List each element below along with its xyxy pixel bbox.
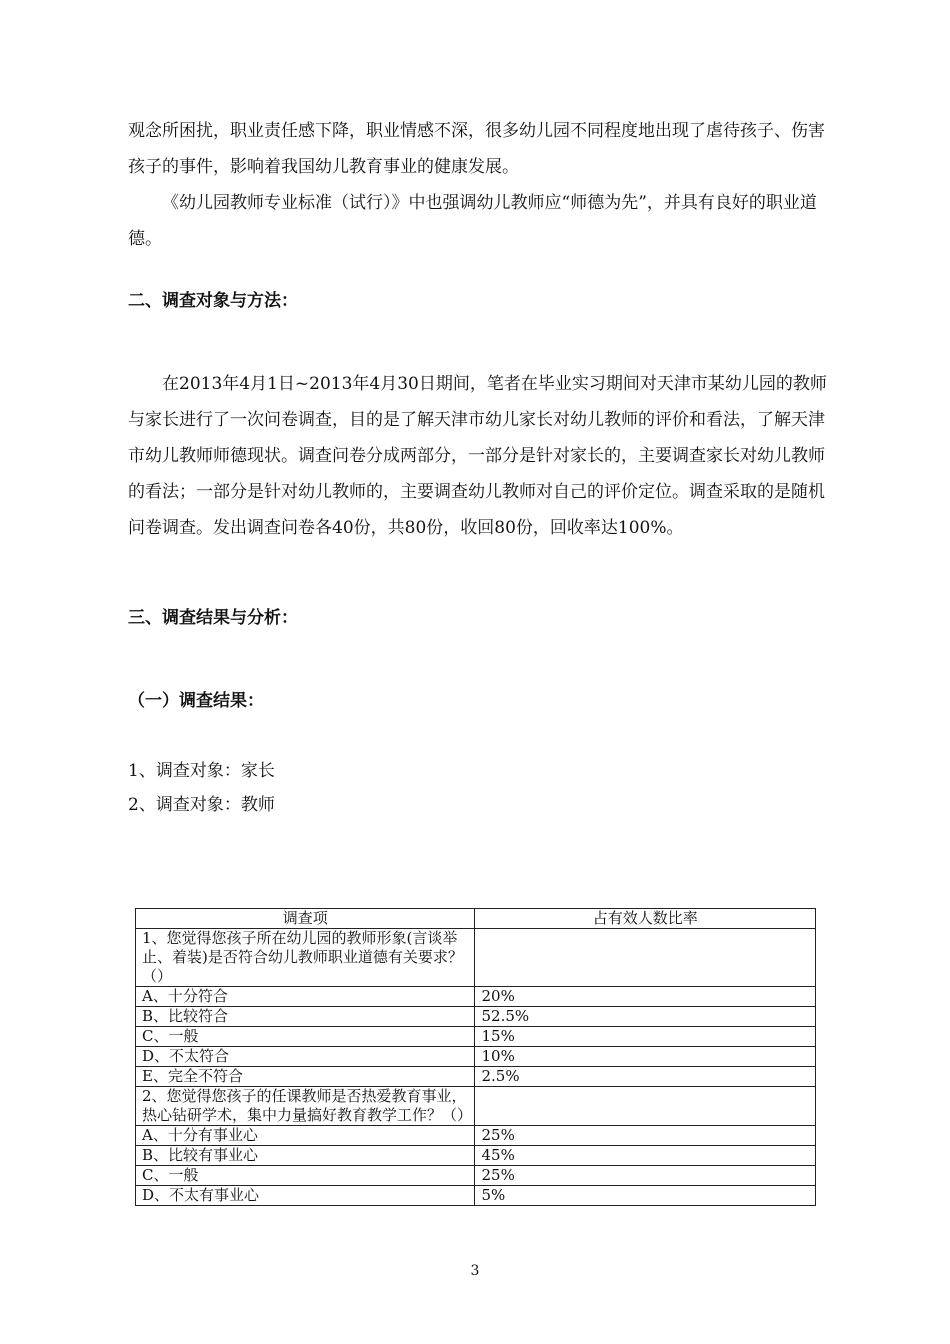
table-row <box>136 987 816 1007</box>
page-number: 3 <box>470 1263 480 1279</box>
table-cell-rate: 20% <box>475 987 816 1007</box>
table-cell-question: 1、您觉得您孩子所在幼儿园的教师形象(言谈举止、着装)是否符合幼儿教师职业道德有关要求？（） <box>136 929 475 987</box>
list-item-teachers: 2、调查对象：教师 <box>128 795 275 815</box>
table-cell-option: D、不太符合 <box>136 1047 475 1067</box>
table-cell-rate: 45% <box>475 1146 816 1166</box>
table-row <box>136 1007 816 1027</box>
paragraph-continuation: 观念所困扰，职业责任感下降，职业情感不深，很多幼儿园不同程度地出现了虐待孩子、伤害孩子的事件，影响着我国幼儿教育事业的健康发展。 <box>128 121 825 177</box>
table-cell-rate <box>475 929 816 987</box>
table-cell-rate: 10% <box>475 1047 816 1067</box>
table-cell-rate: 2.5% <box>475 1067 816 1087</box>
table-header-rate: 占有效人数比率 <box>475 909 816 929</box>
section-heading-results: 三、调查结果与分析： <box>128 608 298 628</box>
table-row <box>136 1126 816 1146</box>
table-row <box>136 1186 816 1206</box>
section-heading-methods: 二、调查对象与方法： <box>128 291 298 311</box>
table-cell-option: B、比较符合 <box>136 1007 475 1027</box>
table-row-question <box>136 1087 816 1126</box>
table-cell-option: E、完全不符合 <box>136 1067 475 1087</box>
table-cell-rate: 52.5% <box>475 1007 816 1027</box>
table-cell-rate: 15% <box>475 1027 816 1047</box>
table-cell-rate: 25% <box>475 1166 816 1186</box>
table-header-item: 调查项 <box>136 909 475 929</box>
table-row <box>136 1146 816 1166</box>
table-cell-option: C、一般 <box>136 1027 475 1047</box>
table-cell-rate: 25% <box>475 1126 816 1146</box>
subsection-heading-results: （一）调查结果： <box>128 691 264 711</box>
paragraph-standard: 《幼儿园教师专业标准（试行）》中也强调幼儿教师应“师德为先”，并具有良好的职业道德。 <box>128 193 817 249</box>
table-cell-rate <box>475 1087 816 1126</box>
table-row-question <box>136 929 816 987</box>
table-cell-option: D、不太有事业心 <box>136 1186 475 1206</box>
table-row <box>136 1047 816 1067</box>
table-row <box>136 1067 816 1087</box>
table-cell-rate: 5% <box>475 1186 816 1206</box>
table-cell-option: B、比较有事业心 <box>136 1146 475 1166</box>
table-cell-option: A、十分符合 <box>136 987 475 1007</box>
table-cell-option: A、十分有事业心 <box>136 1126 475 1146</box>
survey-table <box>135 908 816 1206</box>
table-row <box>136 1027 816 1047</box>
table-header-row <box>136 909 816 929</box>
paragraph-methods: 在2013年4月1日~2013年4月30日期间，笔者在毕业实习期间对天津市某幼儿园的教师与家长进行了一次问卷调查，目的是了解天津市幼儿家长对幼儿教师的评价和看法，了解天津市幼儿教师师德现状。调查问卷分成两部分，一部分是针对家长的，主要调查家长对幼儿教师的看法；一部分是针对幼儿教师的，主要调查幼儿教师对自己的评价定位。调查采取的是随机问卷调查。发出调查问卷各40份，共80份，收回80份，回收率达100%。 <box>128 374 827 538</box>
table-cell-question: 2、您觉得您孩子的任课教师是否热爱教育事业，热心钻研学术，集中力量搞好教育教学工作？（） <box>136 1087 475 1126</box>
table-cell-option: C、一般 <box>136 1166 475 1186</box>
list-item-parents: 1、调查对象：家长 <box>128 761 275 781</box>
table-row <box>136 1166 816 1186</box>
